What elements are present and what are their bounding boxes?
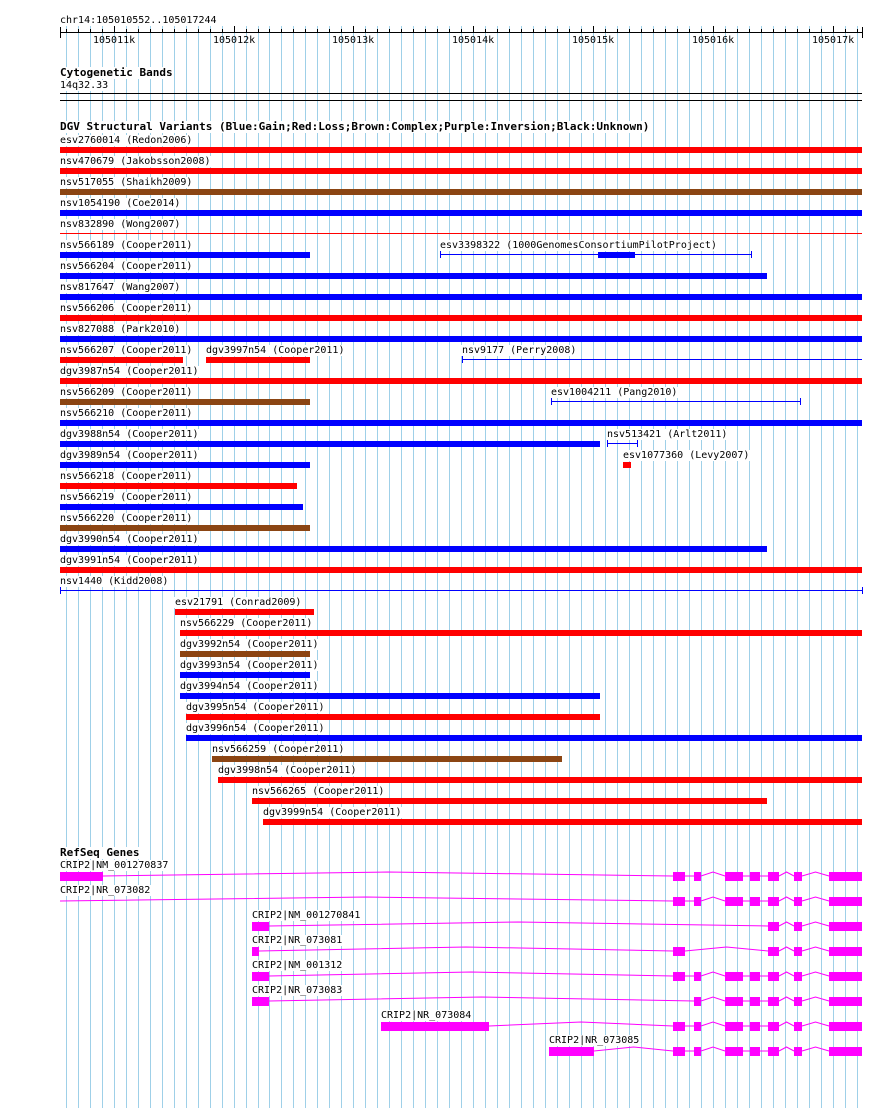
exon-block[interactable]	[750, 1022, 760, 1031]
intron-line	[701, 897, 725, 901]
intron-line	[779, 897, 794, 901]
exon-block[interactable]	[381, 1022, 489, 1031]
variant-label[interactable]: dgv3989n54 (Cooper2011)	[60, 450, 199, 461]
intron-line	[802, 872, 829, 876]
exon-block[interactable]	[794, 997, 802, 1006]
intron-line	[701, 1022, 725, 1026]
gene-label[interactable]: CRIP2|NR_073083	[252, 985, 343, 996]
variant-label[interactable]: dgv3994n54 (Cooper2011)	[180, 681, 319, 692]
intron-line	[802, 1022, 829, 1026]
ruler-tick-label: 105013k	[332, 35, 375, 46]
exon-block[interactable]	[794, 947, 802, 956]
exon-block[interactable]	[750, 1047, 760, 1056]
variant-label[interactable]: nsv513421 (Arlt2011)	[607, 429, 728, 440]
exon-block[interactable]	[694, 1022, 701, 1031]
location-label: chr14:105010552..105017244	[60, 15, 217, 26]
variant-label[interactable]: dgv3987n54 (Cooper2011)	[60, 366, 199, 377]
exon-block[interactable]	[694, 1047, 701, 1056]
variant-label[interactable]: nsv566210 (Cooper2011)	[60, 408, 193, 419]
intron-line	[685, 947, 768, 951]
exon-block[interactable]	[694, 897, 701, 906]
exon-block[interactable]	[750, 872, 760, 881]
exon-block[interactable]	[60, 872, 103, 881]
intron-line	[594, 1047, 673, 1051]
exon-block[interactable]	[794, 897, 802, 906]
intron-line	[779, 872, 794, 876]
intron-line	[802, 897, 829, 901]
exon-block[interactable]	[725, 897, 743, 906]
ruler-tick-label: 105016k	[692, 35, 735, 46]
variant-label[interactable]: dgv3999n54 (Cooper2011)	[263, 807, 402, 818]
exon-block[interactable]	[829, 897, 862, 906]
intron-line	[701, 872, 725, 876]
variant-label[interactable]: nsv832890 (Wong2007)	[60, 219, 181, 230]
exon-block[interactable]	[794, 872, 802, 881]
cytoband-label: 14q32.33	[60, 80, 109, 91]
exon-block[interactable]	[252, 922, 269, 931]
intron-line	[701, 972, 725, 976]
variant-label[interactable]: dgv3991n54 (Cooper2011)	[60, 555, 199, 566]
ruler-tick-label: 105017k	[812, 35, 855, 46]
ruler-tick-label: 105012k	[213, 35, 256, 46]
exon-block[interactable]	[768, 972, 779, 981]
variant-label[interactable]: nsv1054190 (Coe2014)	[60, 198, 181, 209]
variant-label[interactable]: nsv566207 (Cooper2011)	[60, 345, 193, 356]
intron-line	[103, 872, 673, 876]
dgv-track-title: DGV Structural Variants (Blue:Gain;Red:Loss;Brown:Complex;Purple:Inversion;Black:Unknown)	[60, 120, 650, 133]
intron-line	[701, 1047, 725, 1051]
exon-block[interactable]	[750, 997, 760, 1006]
intron-line	[259, 947, 673, 951]
exon-block[interactable]	[750, 972, 760, 981]
intron-line	[779, 947, 794, 951]
exon-block[interactable]	[768, 1022, 779, 1031]
variant-label[interactable]: dgv3992n54 (Cooper2011)	[180, 639, 319, 650]
variant-label[interactable]: nsv566220 (Cooper2011)	[60, 513, 193, 524]
variant-label[interactable]: esv1004211 (Pang2010)	[551, 387, 678, 398]
variant-label[interactable]: dgv3995n54 (Cooper2011)	[186, 702, 325, 713]
exon-block[interactable]	[768, 947, 779, 956]
refseq-track-title: RefSeq Genes	[60, 846, 140, 859]
exon-block[interactable]	[768, 922, 779, 931]
variant-label[interactable]: dgv3998n54 (Cooper2011)	[218, 765, 357, 776]
variant-label[interactable]: nsv817647 (Wang2007)	[60, 282, 181, 293]
exon-block[interactable]	[725, 1047, 743, 1056]
exon-block[interactable]	[768, 872, 779, 881]
gene-label[interactable]: CRIP2|NR_073085	[549, 1035, 640, 1046]
exon-block[interactable]	[252, 997, 269, 1006]
intron-line	[802, 947, 829, 951]
intron-line	[269, 922, 768, 926]
exon-block[interactable]	[768, 997, 779, 1006]
exon-block[interactable]	[549, 1047, 594, 1056]
exon-block[interactable]	[794, 922, 802, 931]
exon-block[interactable]	[725, 972, 743, 981]
exon-block[interactable]	[829, 872, 862, 881]
intron-line	[779, 1022, 794, 1026]
intron-line	[779, 922, 794, 926]
exon-block[interactable]	[694, 997, 701, 1006]
cytoband-track-title: Cytogenetic Bands	[60, 66, 173, 79]
gene-label[interactable]: CRIP2|NR_073084	[381, 1010, 472, 1021]
variant-label[interactable]: nsv566265 (Cooper2011)	[252, 786, 385, 797]
exon-block[interactable]	[694, 972, 701, 981]
variant-label[interactable]: nsv1440 (Kidd2008)	[60, 576, 169, 587]
variant-label[interactable]: dgv3996n54 (Cooper2011)	[186, 723, 325, 734]
gene-label[interactable]: CRIP2|NR_073082	[60, 885, 151, 896]
exon-block[interactable]	[768, 1047, 779, 1056]
gene-label[interactable]: CRIP2|NM_001312	[252, 960, 343, 971]
exon-block[interactable]	[673, 1047, 685, 1056]
intron-line	[779, 997, 794, 1001]
intron-line	[701, 997, 725, 1001]
exon-block[interactable]	[829, 997, 862, 1006]
intron-line	[802, 997, 829, 1001]
exon-block[interactable]	[725, 872, 743, 881]
variant-label[interactable]: esv1077360 (Levy2007)	[623, 450, 750, 461]
variant-label[interactable]: nsv566204 (Cooper2011)	[60, 261, 193, 272]
ruler-tick-label: 105014k	[452, 35, 495, 46]
variant-label[interactable]: nsv9177 (Perry2008)	[462, 345, 577, 356]
exon-block[interactable]	[725, 997, 743, 1006]
variant-label[interactable]: esv3398322 (1000GenomesConsortiumPilotProject)	[440, 240, 717, 251]
exon-block[interactable]	[673, 972, 685, 981]
exon-block[interactable]	[829, 947, 862, 956]
variant-label[interactable]: dgv3988n54 (Cooper2011)	[60, 429, 199, 440]
intron-line	[802, 922, 829, 926]
exon-block[interactable]	[794, 1047, 802, 1056]
variant-label[interactable]: nsv517055 (Shaikh2009)	[60, 177, 193, 188]
variant-label[interactable]: esv21791 (Conrad2009)	[175, 597, 302, 608]
exon-block[interactable]	[725, 1022, 743, 1031]
intron-line	[779, 972, 794, 976]
variant-label[interactable]: nsv566218 (Cooper2011)	[60, 471, 193, 482]
exon-block[interactable]	[829, 972, 862, 981]
exon-block[interactable]	[750, 897, 760, 906]
intron-line	[802, 1047, 829, 1051]
intron-line	[489, 1022, 673, 1026]
exon-block[interactable]	[673, 1022, 685, 1031]
variant-label[interactable]: dgv3990n54 (Cooper2011)	[60, 534, 199, 545]
variant-label[interactable]: nsv566189 (Cooper2011)	[60, 240, 193, 251]
variant-label[interactable]: nsv566229 (Cooper2011)	[180, 618, 313, 629]
intron-line	[802, 972, 829, 976]
exon-block[interactable]	[794, 1022, 802, 1031]
variant-label[interactable]: esv2760014 (Redon2006)	[60, 135, 193, 146]
exon-block[interactable]	[673, 947, 685, 956]
exon-block[interactable]	[252, 947, 259, 956]
intron-line	[60, 897, 673, 901]
variant-label[interactable]: nsv566219 (Cooper2011)	[60, 492, 193, 503]
exon-block[interactable]	[829, 1047, 862, 1056]
intron-line	[269, 972, 673, 976]
exon-block[interactable]	[829, 922, 862, 931]
exon-block[interactable]	[673, 872, 685, 881]
intron-line	[779, 1047, 794, 1051]
ruler-tick-label: 105011k	[93, 35, 136, 46]
intron-line	[269, 997, 694, 1001]
variant-label[interactable]: nsv566209 (Cooper2011)	[60, 387, 193, 398]
ruler-tick-label: 105015k	[572, 35, 615, 46]
variant-label[interactable]: dgv3997n54 (Cooper2011)	[206, 345, 345, 356]
gene-label[interactable]: CRIP2|NR_073081	[252, 935, 343, 946]
gene-label[interactable]: CRIP2|NM_001270837	[60, 860, 169, 871]
exon-block[interactable]	[694, 872, 701, 881]
exon-block[interactable]	[794, 972, 802, 981]
variant-label[interactable]: dgv3993n54 (Cooper2011)	[180, 660, 319, 671]
exon-block[interactable]	[673, 897, 685, 906]
variant-label[interactable]: nsv566206 (Cooper2011)	[60, 303, 193, 314]
variant-label[interactable]: nsv566259 (Cooper2011)	[212, 744, 345, 755]
variant-label[interactable]: nsv470679 (Jakobsson2008)	[60, 156, 211, 167]
exon-block[interactable]	[768, 897, 779, 906]
variant-label[interactable]: nsv827088 (Park2010)	[60, 324, 181, 335]
exon-block[interactable]	[829, 1022, 862, 1031]
gene-label[interactable]: CRIP2|NM_001270841	[252, 910, 361, 921]
exon-block[interactable]	[252, 972, 269, 981]
